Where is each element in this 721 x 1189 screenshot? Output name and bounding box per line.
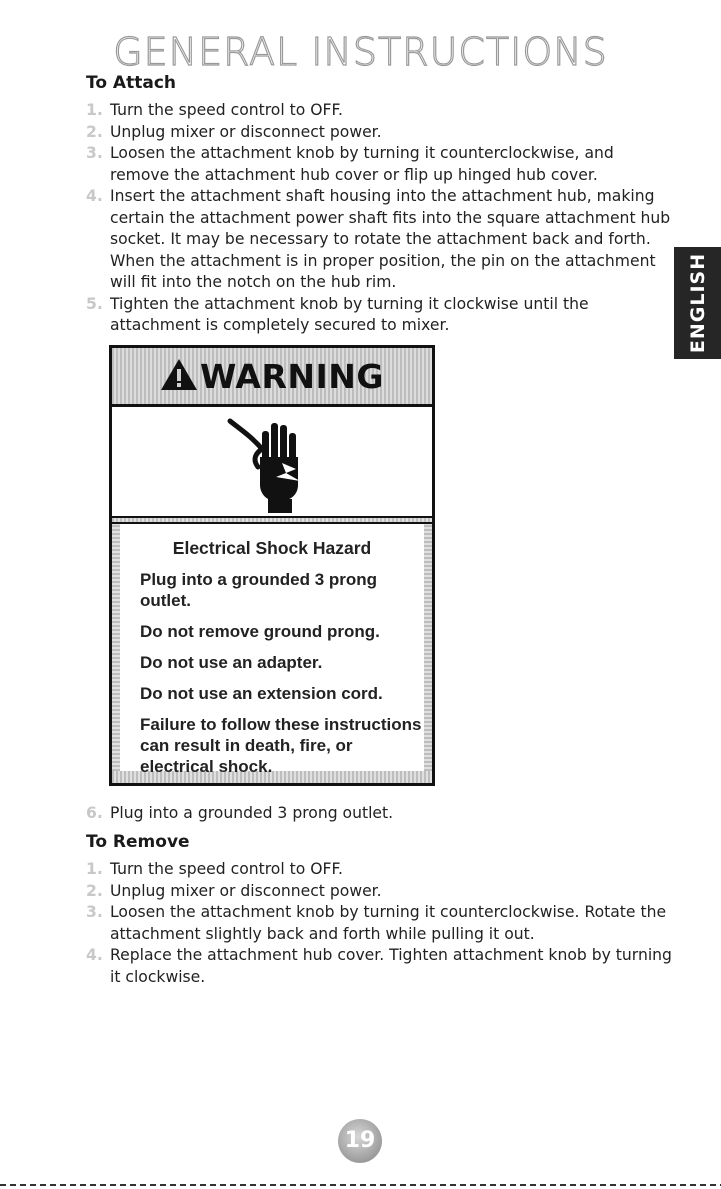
- page-number: 19: [338, 1119, 382, 1163]
- step-number: 2.: [86, 881, 103, 900]
- list-item: [86, 122, 676, 144]
- step-text: Turn the speed control to OFF.: [110, 101, 343, 119]
- shock-pictogram: [112, 407, 432, 517]
- warning-line: Do not use an adapter.: [140, 653, 323, 672]
- step-text: Unplug mixer or disconnect power.: [110, 122, 382, 141]
- list-item: [86, 945, 676, 988]
- electrical-shock-icon: [112, 407, 432, 515]
- list-item: [86, 902, 676, 945]
- step-number: 2.: [86, 122, 103, 141]
- step-text: Tighten the attachment knob by turning it clockwise until the attachment is completely secured to mixer.: [110, 294, 589, 334]
- step-text: Plug into a grounded 3 prong outlet.: [110, 804, 394, 822]
- step-number: 5.: [86, 294, 103, 313]
- list-item: [86, 143, 676, 186]
- list-item: [86, 803, 676, 825]
- step-number: 1.: [86, 860, 103, 878]
- step-number: 3.: [86, 144, 103, 162]
- step-text: Loosen the attachment knob by turning it counterclockwise, and remove the attachment hub cover or flip up hinged hub cover.: [110, 144, 614, 184]
- step-number: 6.: [86, 804, 103, 822]
- warning-line: Plug into a grounded 3 prong outlet.: [140, 570, 378, 610]
- step-number: 3.: [86, 903, 103, 921]
- divider: [112, 524, 120, 783]
- remove-steps-list: [86, 859, 676, 988]
- language-tab: [674, 247, 721, 359]
- step-text: Insert the attachment shaft housing into the attachment hub, making certain the attachment power shaft fits into the square attachment hub socket. It may be necessary to rotate the attachment back and forth. When the attachment is in proper position, the pin on the attachment will fit into the notch on the hub rim.: [110, 187, 671, 291]
- list-item: [86, 859, 676, 881]
- step-text: Replace the attachment hub cover. Tighten attachment knob by turning it clockwise.: [110, 946, 672, 986]
- step-text: Unplug mixer or disconnect power.: [110, 881, 382, 900]
- warning-text: [140, 569, 430, 787]
- hazard-heading: Electrical Shock Hazard: [172, 538, 372, 558]
- warning-title-text: WARNING: [200, 357, 384, 396]
- language-tab-label: ENGLISH: [686, 252, 709, 354]
- warning-header-band: [112, 348, 432, 407]
- step-text: Turn the speed control to OFF.: [110, 860, 343, 878]
- list-item: [86, 186, 676, 294]
- section-heading-attach: To Attach: [86, 73, 176, 93]
- page-title: GENERAL INSTRUCTIONS: [113, 30, 608, 74]
- warning-box: [109, 345, 435, 786]
- warning-line: Do not remove ground prong.: [140, 622, 380, 641]
- warning-line: Failure to follow these instructions can result in death, fire, or electrical shock.: [140, 715, 422, 776]
- section-heading-remove: To Remove: [86, 832, 190, 852]
- step-number: 1.: [86, 101, 103, 119]
- list-item: [86, 100, 676, 122]
- divider: [0, 1184, 721, 1186]
- list-item: [86, 881, 676, 903]
- list-item: [86, 294, 676, 337]
- warning-title: [112, 357, 432, 396]
- step-text: Loosen the attachment knob by turning it counterclockwise. Rotate the attachment slightly back and forth while pulling it out.: [110, 903, 667, 943]
- attach-step-6: [86, 803, 676, 825]
- step-number: 4.: [86, 187, 103, 205]
- divider: [112, 516, 432, 524]
- attach-steps-list: [86, 100, 676, 337]
- warning-triangle-icon: [160, 358, 198, 391]
- warning-line: Do not use an extension cord.: [140, 684, 383, 703]
- step-number: 4.: [86, 946, 103, 964]
